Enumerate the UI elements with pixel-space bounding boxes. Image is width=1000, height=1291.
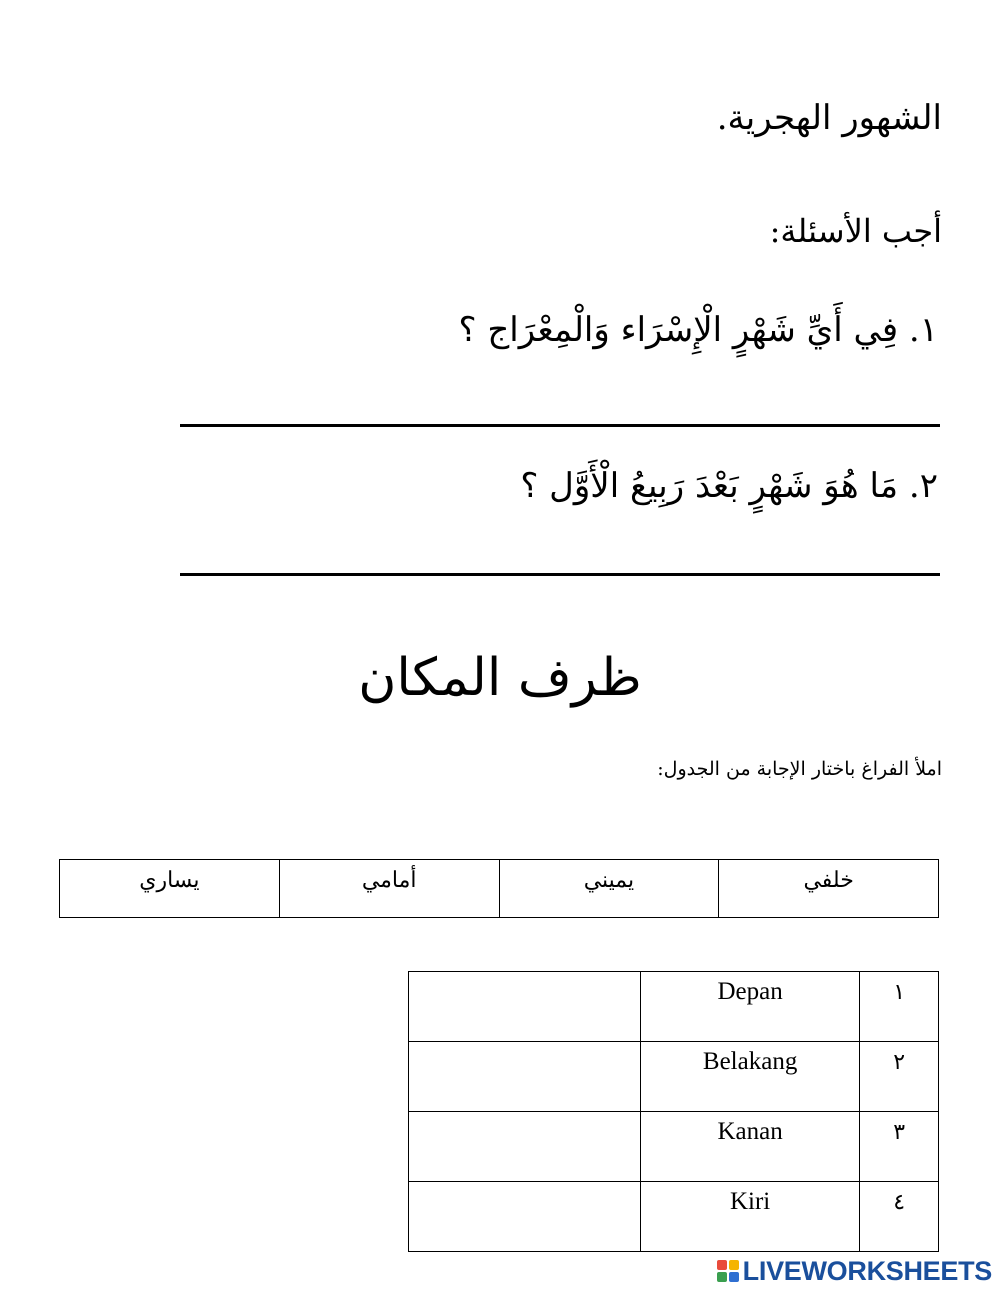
choice-cell: يميني: [499, 860, 719, 918]
logo-square: [717, 1260, 727, 1270]
section-title: ظرف المكان: [358, 648, 642, 708]
word-cell: Kiri: [640, 1182, 859, 1252]
brand-watermark: [717, 1256, 992, 1286]
row-number: ٣: [860, 1112, 939, 1182]
table-row: [409, 972, 939, 1042]
question-2: ٢. مَا هُوَ شَهْرٍ بَعْدَ رَبِيعُ الْأَوَّل ؟: [520, 466, 938, 506]
brand-name: LIVEWORKSHEETS: [742, 1255, 992, 1286]
questions-instruction: أجب الأسئلة:: [769, 212, 942, 250]
answer-blank[interactable]: [409, 1042, 641, 1112]
table-row: [409, 1042, 939, 1112]
table-row: [409, 1112, 939, 1182]
page-title: الشهور الهجرية.: [716, 98, 942, 138]
choice-cell: خلفي: [719, 860, 939, 918]
answer-blank[interactable]: [409, 1182, 641, 1252]
answers-table: [408, 971, 939, 1252]
answer-line-1[interactable]: [180, 424, 940, 427]
choices-row: [60, 860, 939, 918]
choices-table: [59, 859, 939, 918]
row-number: ٤: [860, 1182, 939, 1252]
row-number: ٢: [860, 1042, 939, 1112]
logo-square: [729, 1260, 739, 1270]
answer-line-2[interactable]: [180, 573, 940, 576]
choice-cell: أمامي: [279, 860, 499, 918]
word-cell: Kanan: [640, 1112, 859, 1182]
row-number: ١: [860, 972, 939, 1042]
question-1: ١. فِي أَيِّ شَهْرٍ الْإِسْرَاء وَالْمِعْرَاج ؟: [458, 310, 938, 350]
word-cell: Depan: [640, 972, 859, 1042]
answer-blank[interactable]: [409, 972, 641, 1042]
liveworksheets-logo-icon: [717, 1260, 739, 1282]
logo-square: [729, 1272, 739, 1282]
answer-blank[interactable]: [409, 1112, 641, 1182]
logo-square: [717, 1272, 727, 1282]
table-row: [409, 1182, 939, 1252]
word-cell: Belakang: [640, 1042, 859, 1112]
section-instruction: املأ الفراغ باختار الإجابة من الجدول:: [657, 758, 942, 780]
choice-cell: يساري: [60, 860, 280, 918]
